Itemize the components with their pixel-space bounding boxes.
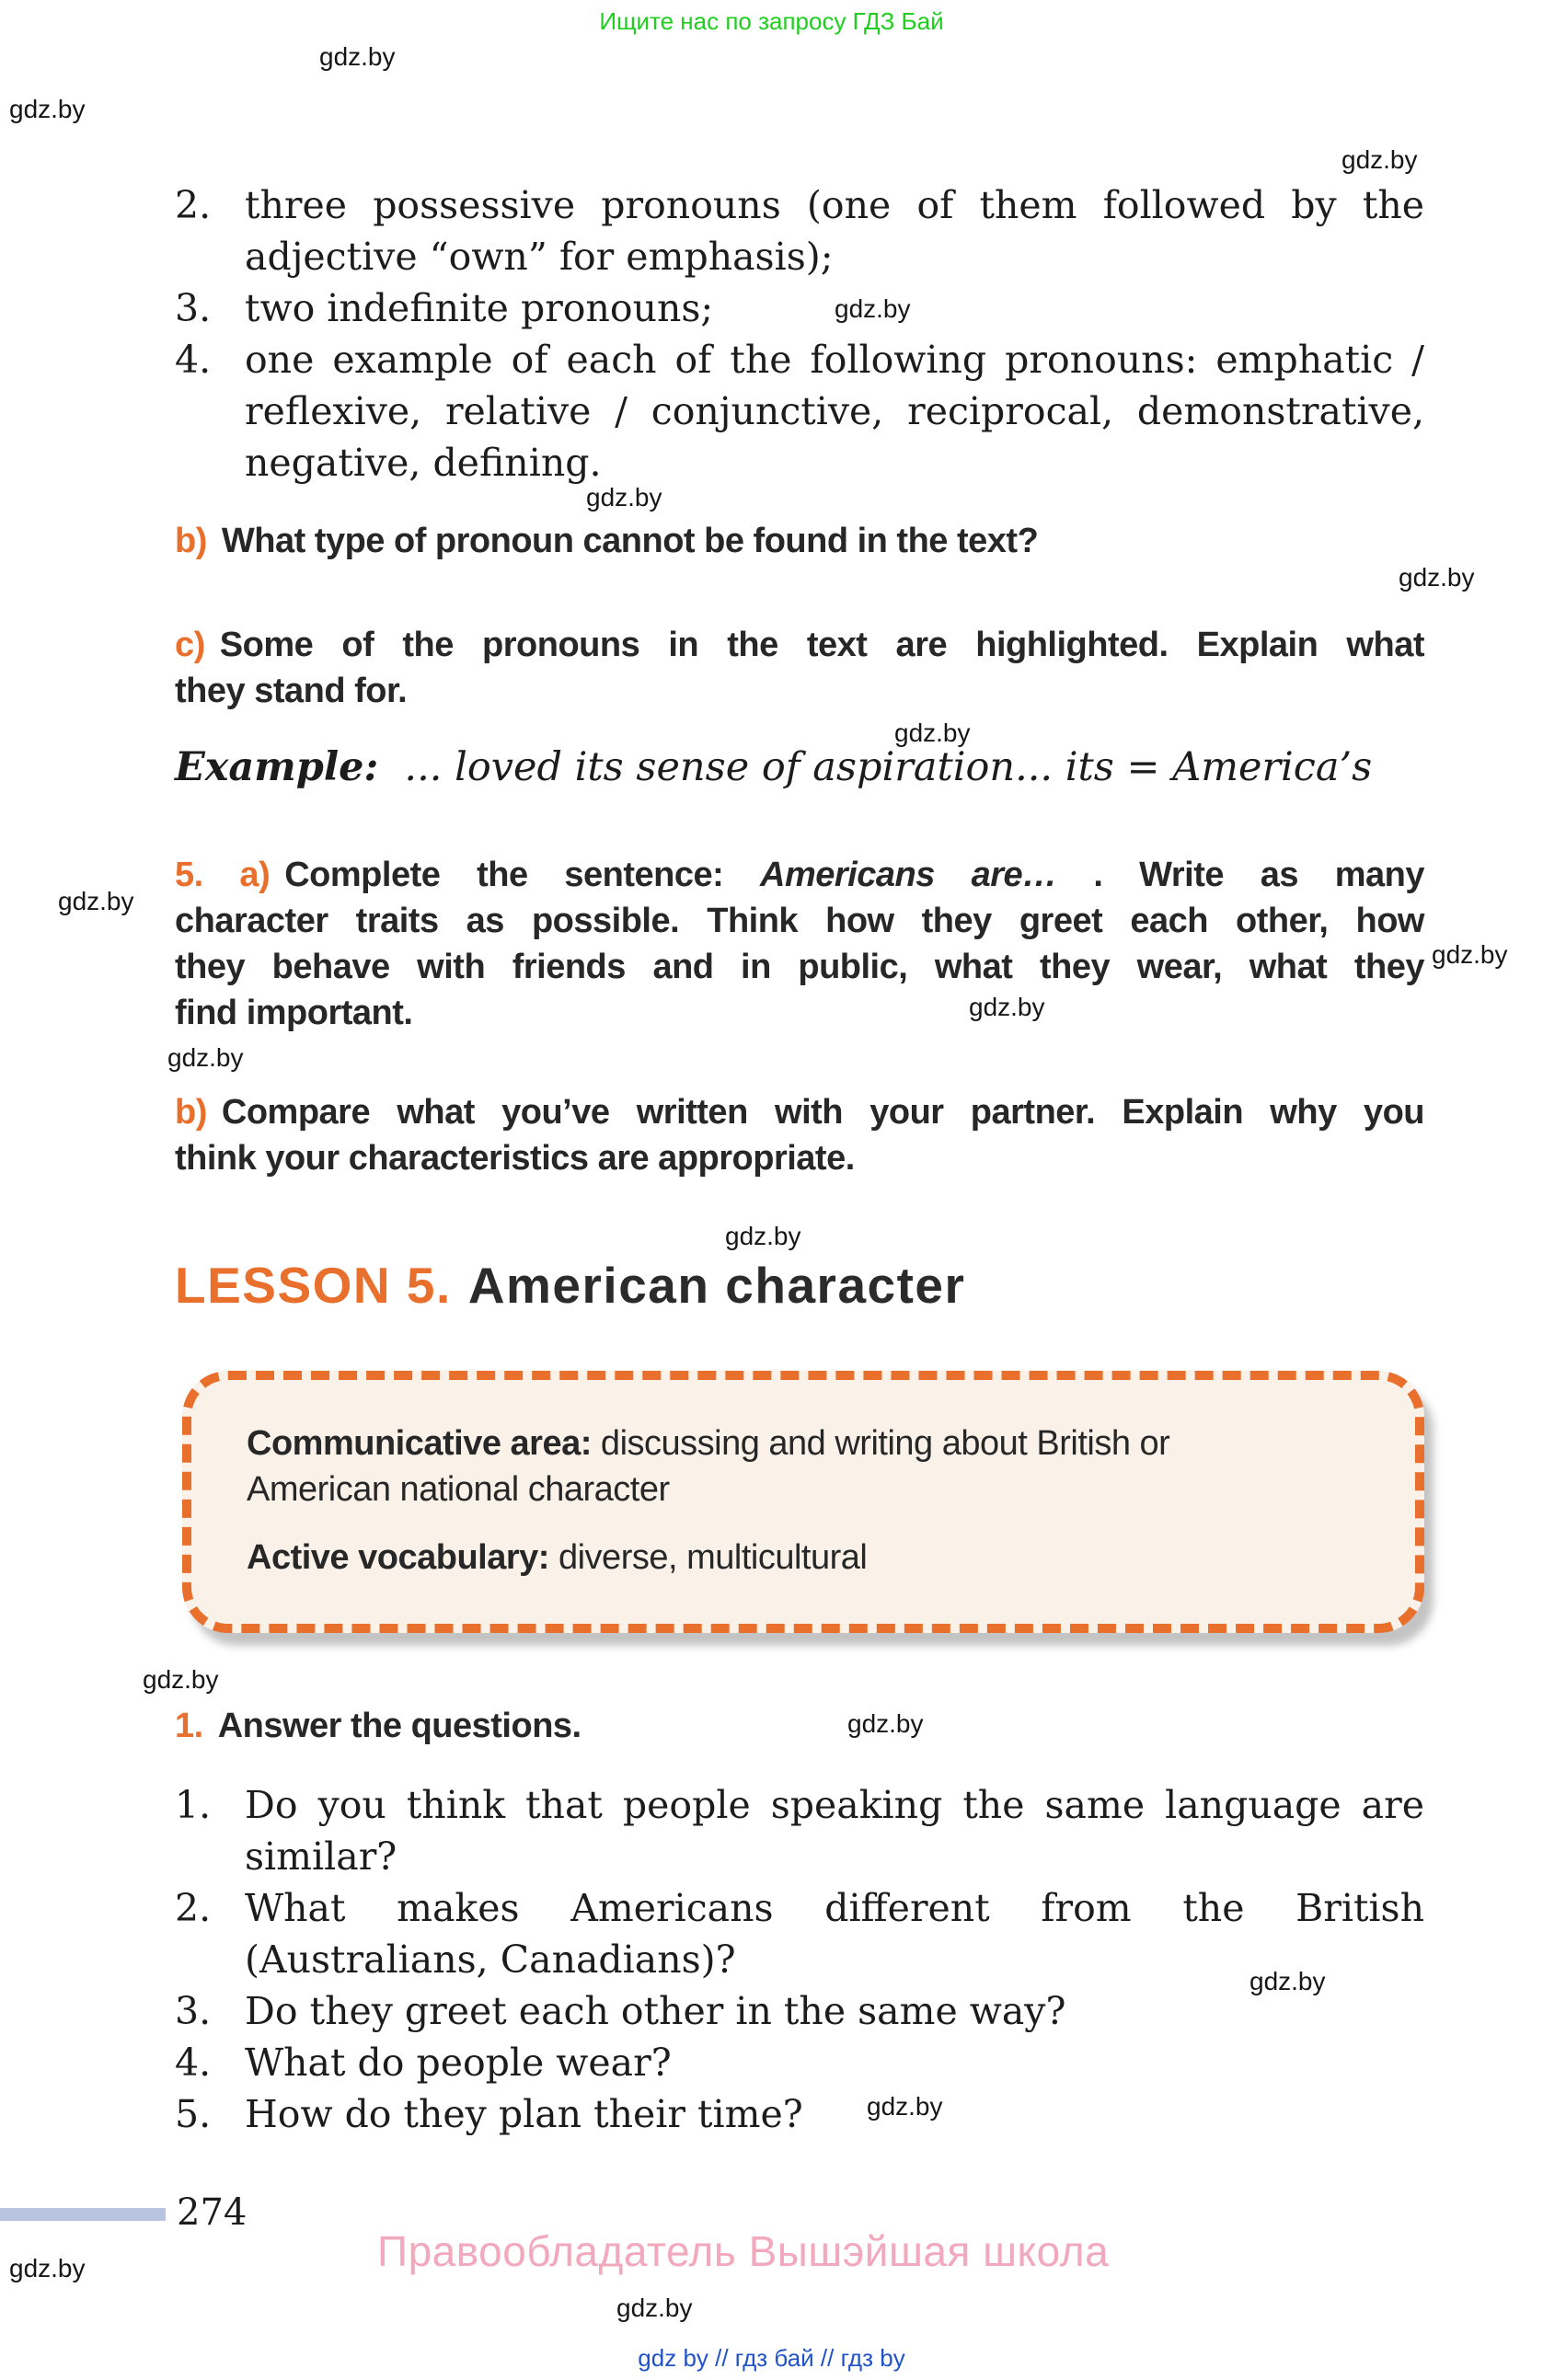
task-text: Compare what you’ve written with your partner. Explain why you (221, 1093, 1424, 1132)
task-line (175, 1089, 1424, 1135)
list-item-2 (175, 179, 1424, 282)
task-c-paragraph (175, 622, 1424, 714)
task-line (175, 1703, 1424, 1749)
list-line: reflexive, relative / conjunctive, reciprocal, demonstrative, (245, 389, 1424, 433)
item-number: 2. (175, 183, 212, 227)
task-5a-paragraph (175, 852, 1424, 1036)
page-number-bar (0, 2208, 166, 2221)
task-text: Answer the questions. (217, 1707, 582, 1745)
lesson-heading (175, 1256, 1424, 1315)
task-b-paragraph (175, 518, 1424, 564)
question-number: 4. (175, 2041, 212, 2085)
pronoun-find-list (175, 179, 1424, 489)
list-line: three possessive pronouns (one of them followed by the (245, 183, 1424, 227)
item-marker-5a: 5. a) (175, 856, 271, 894)
task-text: . Write as many (1056, 856, 1424, 894)
gdz-watermark: gdz.by (58, 887, 134, 915)
lesson-number: LESSON 5. (175, 1257, 452, 1314)
question-line: How do they plan their time? (245, 2092, 803, 2136)
task-text: Some of the pronouns in the text are highlighted. Explain what (219, 626, 1424, 664)
gdz-watermark: gdz.by (9, 2254, 86, 2282)
task-line: think your characteristics are appropriate. (175, 1139, 855, 1178)
question-1 (175, 1779, 1424, 1882)
site-banner: Ищите нас по запросу ГДЗ Бай (599, 7, 944, 35)
task-line: they behave with friends and in public, what they wear, what they (175, 948, 1424, 986)
question-number: 1. (175, 1783, 212, 1827)
active-vocabulary-line (247, 1535, 1373, 1581)
task-line (175, 518, 1424, 564)
copyright-text: Правообладатель Вышэйшая школа (377, 2227, 1110, 2275)
question-3 (175, 1985, 1424, 2037)
lesson-info-box (182, 1371, 1424, 1633)
communicative-area-label: Communicative area: (247, 1424, 592, 1463)
gdz-watermark: gdz.by (1432, 940, 1508, 969)
item-marker-c: c) (175, 626, 205, 664)
gdz-watermark: gdz.by (725, 1222, 801, 1250)
footer-links[interactable]: gdz by // гдз бай // гдз by (638, 2344, 905, 2372)
gdz-watermark: gdz.by (835, 294, 911, 323)
question-line: Do they greet each other in the same way? (245, 1989, 1066, 2033)
gdz-watermark: gdz.by (969, 993, 1045, 1021)
communicative-area-line: American national character (247, 1470, 670, 1509)
list-line: two indefinite pronouns; (245, 286, 714, 330)
question-2 (175, 1882, 1424, 1985)
task-text: What type of pronoun cannot be found in the text? (221, 522, 1039, 560)
page-number: 274 (177, 2191, 248, 2234)
gdz-watermark: gdz.by (167, 1043, 244, 1072)
gdz-watermark: gdz.by (1399, 563, 1475, 592)
active-vocabulary-text: diverse, multicultural (548, 1538, 868, 1577)
task-text-italic: Americans are… (760, 856, 1057, 894)
list-line: adjective “own” for emphasis); (245, 235, 834, 279)
item-marker-5b: b) (175, 1093, 207, 1132)
list-item-4 (175, 334, 1424, 489)
example-line (175, 742, 1424, 793)
example-label: Example: (175, 744, 379, 790)
list-line: negative, defining. (245, 441, 602, 485)
list-line: one example of each of the following pronouns: emphatic / (245, 338, 1424, 382)
question-4 (175, 2037, 1424, 2088)
item-number: 4. (175, 338, 212, 382)
gdz-watermark: gdz.by (847, 1709, 924, 1738)
gdz-watermark: gdz.by (9, 95, 86, 123)
communicative-area-line (247, 1420, 1373, 1466)
gdz-watermark: gdz.by (894, 719, 971, 747)
gdz-watermark: gdz.by (867, 2092, 943, 2121)
active-vocabulary-label: Active vocabulary: (247, 1538, 549, 1577)
question-number: 2. (175, 1886, 212, 1930)
question-line: similar? (245, 1834, 397, 1879)
task-line (175, 622, 1424, 668)
question-line: (Australians, Canadians)? (245, 1937, 736, 1982)
task-1-heading (175, 1703, 1424, 1749)
question-line: What makes Americans different from the British (245, 1886, 1424, 1930)
task-line: they stand for. (175, 672, 408, 710)
task-text: Complete the sentence: (284, 856, 760, 894)
task-line (175, 852, 1424, 898)
communicative-area-text: discussing and writing about British or (591, 1424, 1170, 1463)
gdz-watermark: gdz.by (143, 1665, 219, 1694)
question-line: What do people wear? (245, 2041, 672, 2085)
example-text: ... loved its sense of aspiration... its = America’s (404, 744, 1373, 790)
list-item-3 (175, 282, 1424, 334)
item-marker-1: 1. (175, 1707, 203, 1745)
gdz-watermark: gdz.by (586, 483, 662, 512)
task-5b-paragraph (175, 1089, 1424, 1181)
task-line: character traits as possible. Think how they greet each other, how (175, 902, 1424, 940)
task-line: find important. (175, 994, 413, 1032)
item-marker-b: b) (175, 522, 207, 560)
question-number: 5. (175, 2092, 212, 2136)
gdz-watermark: gdz.by (616, 2294, 693, 2322)
question-5 (175, 2088, 1424, 2140)
gdz-watermark: gdz.by (1249, 1967, 1326, 1995)
gdz-watermark: gdz.by (1341, 145, 1418, 174)
question-number: 3. (175, 1989, 212, 2033)
text-column (175, 0, 1424, 2380)
gdz-watermark: gdz.by (319, 42, 396, 71)
item-number: 3. (175, 286, 212, 330)
questions-list (175, 1779, 1424, 2140)
lesson-name: American character (467, 1257, 966, 1314)
question-line: Do you think that people speaking the same language are (245, 1783, 1424, 1827)
